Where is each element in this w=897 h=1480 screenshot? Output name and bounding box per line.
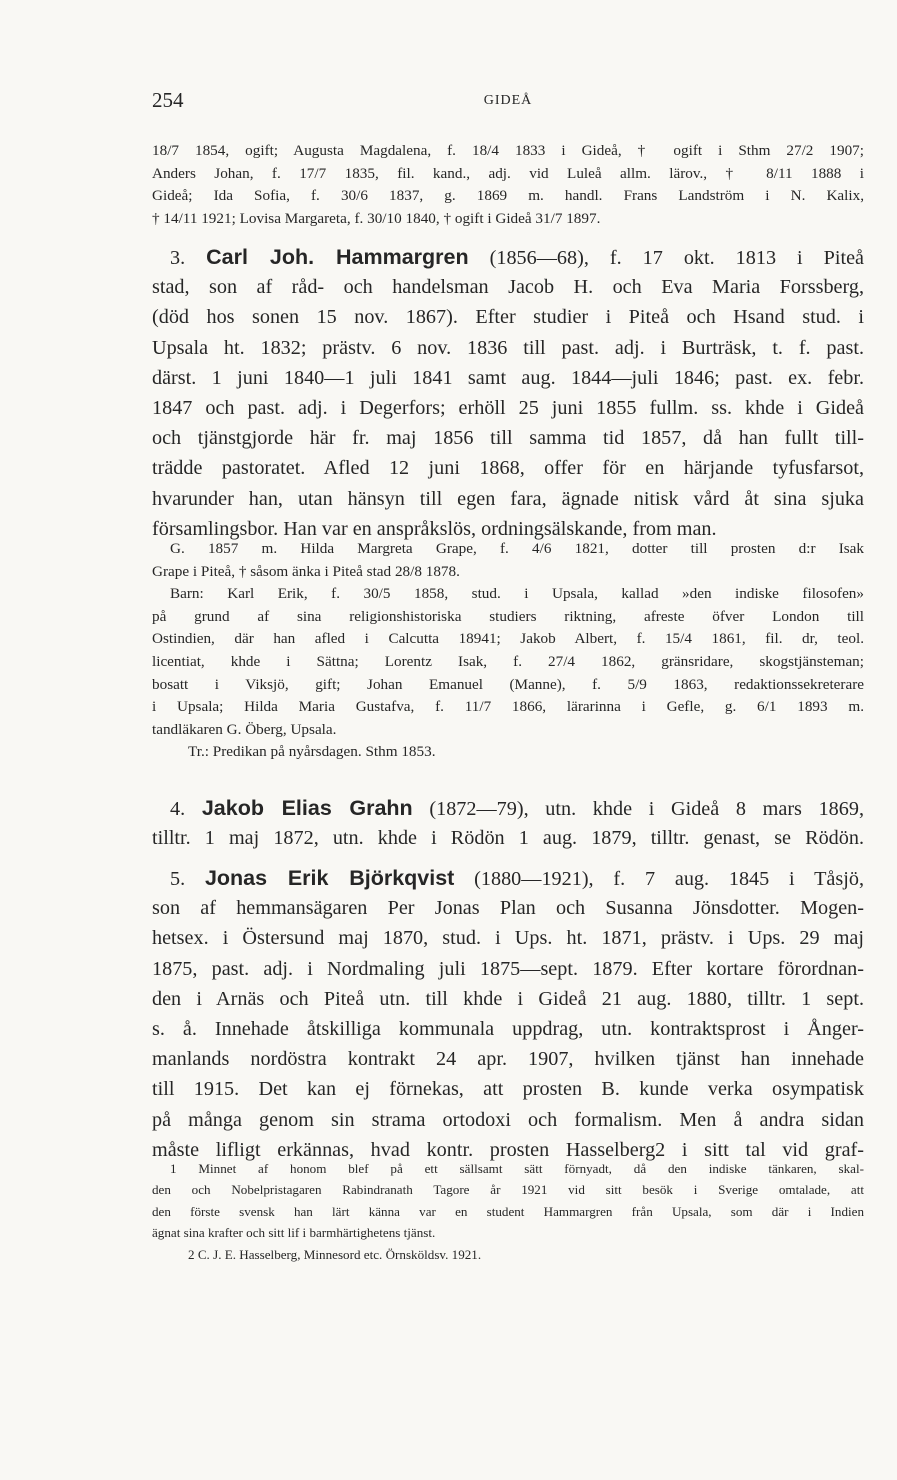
entry-number: 4.: [170, 798, 186, 820]
text-line: måste lifligt erkännas, hvad kontr. prosten Hasselberg2 i sitt tal vid graf-: [152, 1138, 864, 1161]
text-line: tilltr. 1 maj 1872, utn. khde i Rödön 1 aug. 1879, tilltr. genast, se Rödön.: [152, 827, 864, 850]
page-header: [152, 88, 864, 118]
text-line: hvarunder han, utan hänsyn till egen fara, ägnade nitisk vård åt sina sjuka: [152, 487, 864, 510]
text-line: i Upsala; Hilda Maria Gustafva, f. 11/7 1866, lärarinna i Gefle, g. 6/1 1893 m.: [152, 698, 864, 716]
entry-bjorkqvist: [152, 863, 864, 1165]
text-line: † 14/11 1921; Lovisa Margareta, f. 30/10 1840, † ogift i Gideå 31/7 1897.: [152, 209, 601, 227]
text-line: Ostindien, där han afled i Calcutta 18941; Jakob Albert, f. 15/4 1861, fil. dr, teol.: [152, 630, 864, 648]
text-line: Gideå; Ida Sofia, f. 30/6 1837, g. 1869 m. handl. Frans Landström i N. Kalix,: [152, 187, 864, 205]
footnote-line: den förste svensk han lärt känna var en student Hammargren från Upsala, som där i Indien: [152, 1203, 864, 1219]
text-line: på många genom sin strama ortodoxi och formalism. Men å andra sidan: [152, 1108, 864, 1131]
printed-works: Tr.: Predikan på nyårsdagen. Sthm 1853.: [188, 743, 436, 761]
text-line: (1880—1921), f. 7 aug. 1845 i Tåsjö,: [474, 868, 864, 890]
text-line: G. 1857 m. Hilda Margreta Grape, f. 4/6 1821, dotter till prosten d:r Isak: [170, 540, 864, 557]
text-line: på grund af sina religionshistoriska studiers riktning, afreste öfver London till: [152, 607, 864, 625]
footnote-2: 2 C. J. E. Hasselberg, Minnesord etc. Örnsköldsv. 1921.: [188, 1246, 482, 1262]
children-list-continued: [152, 140, 864, 230]
text-line: licentiat, khde i Sättna; Lorentz Isak, f. 27/4 1862, gränsridare, skogstjänsteman;: [152, 652, 864, 670]
page-number: 254: [152, 88, 184, 112]
text-line: (död hos sonen 15 nov. 1867). Efter studier i Piteå och Hsand stud. i: [152, 306, 864, 329]
text-line: stad, son af råd- och handelsman Jacob H. och Eva Maria Forssberg,: [152, 276, 864, 299]
text-line: den i Arnäs och Piteå utn. till khde i Gideå 21 aug. 1880, tilltr. 1 sept.: [152, 987, 864, 1010]
entry-number: 5.: [170, 868, 186, 890]
text-line: hetsex. i Östersund maj 1870, stud. i Ups. ht. 1871, prästv. i Ups. 29 maj: [152, 927, 864, 950]
text-line: (1856—68), f. 17 okt. 1813 i Piteå: [489, 247, 864, 269]
text-line: bosatt i Viksjö, gift; Johan Emanuel (Manne), f. 5/9 1863, redaktionssekreterare: [152, 675, 864, 693]
text-line: Barn: Karl Erik, f. 30/5 1858, stud. i Upsala, kallad »den indiske filosofen»: [170, 585, 864, 603]
entry-name: Jonas Erik Björkqvist: [204, 866, 455, 890]
text-line: till 1915. Det kan ej förnekas, att prosten B. kunde verka osympatisk: [152, 1078, 864, 1101]
footnote-line: ägnat sina krafter och sitt lif i barmhärtighetens tjänst.: [152, 1225, 436, 1241]
entry-hammargren: [152, 242, 864, 544]
text-line: s. å. Innehade åtskilliga kommunala uppdrag, utn. kontraktsprost i Ånger-: [152, 1017, 864, 1040]
text-line: och tjänstgjorde här fr. maj 1856 till samma tid 1857, då han fullt till-: [152, 427, 864, 450]
text-line: manlands nordöstra kontrakt 24 apr. 1907, hvilken tjänst han innehade: [152, 1048, 864, 1071]
footnote-line: den och Nobelpristagaren Rabindranath Tagore år 1921 vid sitt besök i Sverige omtalade, att: [152, 1182, 864, 1198]
running-title: GIDEÅ: [483, 93, 533, 108]
text-line: 1847 och past. adj. i Degerfors; erhöll 25 juni 1855 fullm. ss. khde i Gideå: [152, 396, 864, 419]
text-line: församlingsbor. Han var en anspråkslös, ordningsälskande, from man.: [152, 517, 717, 540]
entry-number: 3.: [170, 247, 186, 269]
text-line: tandläkaren G. Öberg, Upsala.: [152, 720, 337, 738]
family-details: [152, 538, 864, 764]
text-line: 1875, past. adj. i Nordmaling juli 1875—sept. 1879. Efter kortare förordnan-: [152, 957, 864, 980]
footnote-1: 1 Minnet af honom blef på ett sällsamt sätt förnyadt, då den indiske tänkaren, skal-: [170, 1161, 864, 1176]
text-line: (1872—79), utn. khde i Gideå 8 mars 1869,: [429, 798, 864, 820]
entry-name: Carl Joh. Hammargren: [206, 245, 469, 269]
text-line: därst. 1 juni 1840—1 juli 1841 samt aug. 1844—juli 1846; past. ex. febr.: [152, 366, 864, 389]
text-line: Upsala ht. 1832; prästv. 6 nov. 1836 till past. adj. i Burträsk, t. f. past.: [152, 336, 864, 359]
text-line: son af hemmansägaren Per Jonas Plan och Susanna Jönsdotter. Mogen-: [152, 897, 864, 920]
text-line: Grape i Piteå, † såsom änka i Piteå stad 28/8 1878.: [152, 562, 460, 580]
text-line: Anders Johan, f. 17/7 1835, fil. kand., adj. vid Luleå allm. lärov., † 8/11 1888 i: [152, 164, 864, 182]
text-line: 18/7 1854, ogift; Augusta Magdalena, f. 18/4 1833 i Gideå, † ogift i Sthm 27/2 1907;: [152, 142, 864, 159]
text-line: trädde pastoratet. Afled 12 juni 1868, offer för en härjande tyfusfarsot,: [152, 457, 864, 480]
footnotes: [152, 1158, 864, 1265]
entry-name: Jakob Elias Grahn: [201, 796, 413, 820]
entry-grahn: [152, 793, 864, 853]
